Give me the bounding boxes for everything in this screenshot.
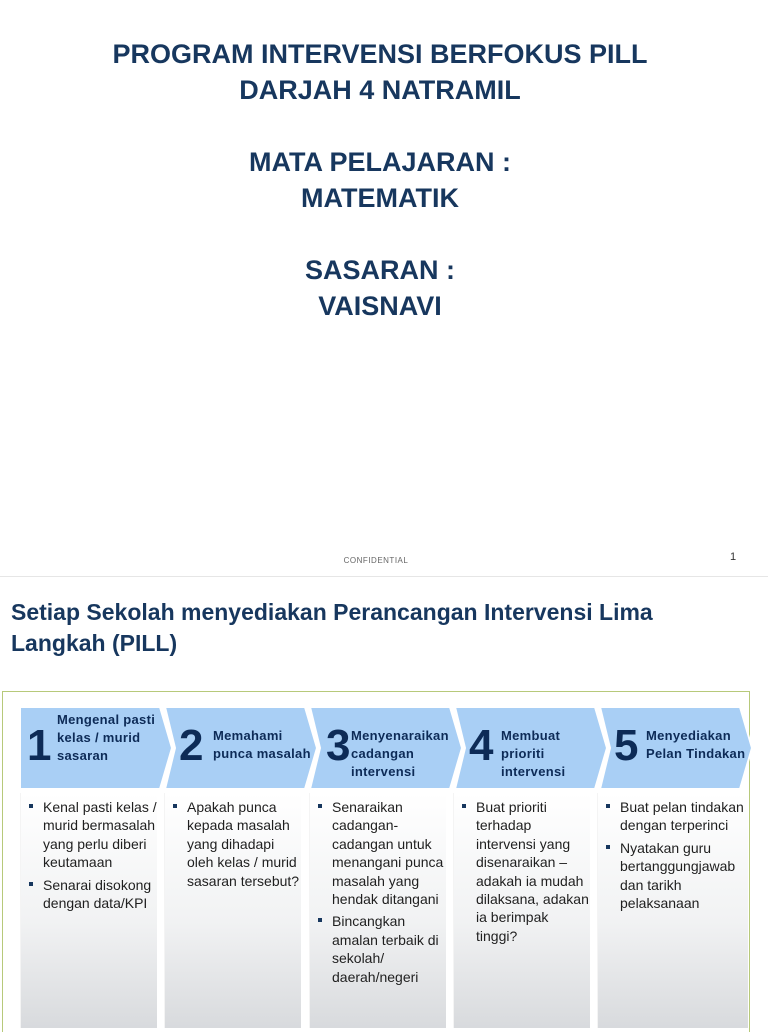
step-5-details (597, 793, 748, 1028)
step-3-arrow (310, 707, 470, 789)
square-bullet-icon (462, 804, 466, 808)
list-item: Nyatakan guru bertanggungjawab dan tarikh pelaksanaan (598, 839, 748, 913)
program-title-line-1: PROGRAM INTERVENSI BERFOKUS PILL (112, 39, 648, 69)
square-bullet-icon (318, 918, 322, 922)
square-bullet-icon (318, 804, 322, 808)
square-bullet-icon (606, 804, 610, 808)
step-1-number: 1 (27, 721, 52, 770)
subject-label: MATA PELAJARAN : (249, 147, 511, 177)
step-3-details (309, 793, 446, 1028)
list-item: Kenal pasti kelas / murid bermasalah yang perlu diberi keutamaan (21, 798, 157, 872)
step-4-label: Membuat prioriti intervensi (501, 728, 566, 779)
step-1-details (20, 793, 157, 1028)
step-3-number: 3 (326, 721, 351, 770)
list-item: Bincangkan amalan terbaik di sekolah/ daerah/negeri (310, 912, 446, 986)
square-bullet-icon (29, 882, 33, 886)
pill-slide (0, 577, 768, 1024)
step-2-arrow (165, 707, 325, 789)
list-item: Buat pelan tindakan dengan terperinci (598, 798, 748, 835)
step-2-number: 2 (179, 721, 204, 770)
list-item: Senarai disokong dengan data/KPI (21, 876, 157, 913)
step-1-arrow (20, 707, 180, 789)
step-5-number: 5 (614, 721, 639, 770)
step-5-arrow (600, 707, 760, 789)
step-5-label: Menyediakan Pelan Tindakan (646, 728, 746, 761)
page-number: 1 (730, 551, 737, 563)
list-item: Buat prioriti terhadap intervensi yang disenaraikan – adakah ia mudah dilaksana, adakan ia berimpak tinggi? (454, 798, 590, 945)
list-item: Senaraikan cadangan-cadangan untuk menangani punca masalah yang hendak ditangani (310, 798, 446, 908)
step-3-label: Menyenaraikan cadangan intervensi (351, 728, 449, 779)
step-arrows (20, 707, 760, 789)
square-bullet-icon (29, 804, 33, 808)
list-item: Apakah punca kepada masalah yang dihadapi oleh kelas / murid sasaran tersebut? (165, 798, 301, 890)
step-2-details (164, 793, 301, 1028)
target-label: SASARAN : (304, 255, 455, 285)
square-bullet-icon (606, 845, 610, 849)
target-value: VAISNAVI (318, 291, 442, 321)
step-4-number: 4 (469, 721, 494, 770)
step-2-label: Memahami punca masalah (213, 728, 311, 761)
step-1-label: Mengenal pasti kelas / murid sasaran (57, 712, 156, 763)
step-4-arrow (455, 707, 615, 789)
confidential-footer: CONFIDENTIAL (343, 556, 409, 565)
slide-heading: Setiap Sekolah menyediakan Perancangan Intervensi Lima Langkah (PILL) (11, 599, 653, 656)
program-title-line-2: DARJAH 4 NATRAMIL (239, 75, 521, 105)
subject-value: MATEMATIK (301, 183, 459, 213)
title-block (0, 36, 760, 324)
step-4-details (453, 793, 590, 1028)
square-bullet-icon (173, 804, 177, 808)
